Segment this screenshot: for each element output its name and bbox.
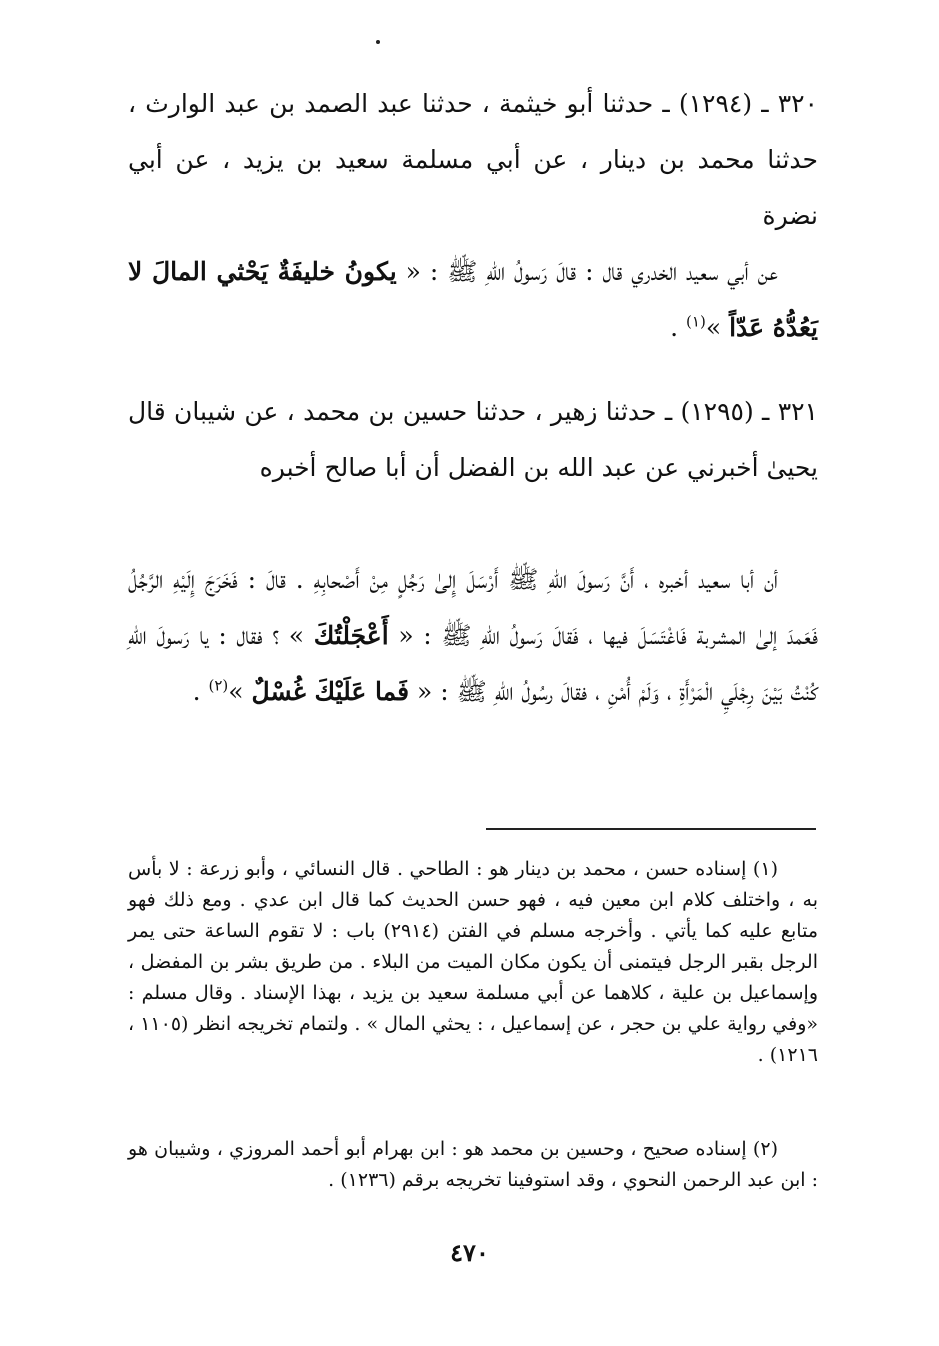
- entry-321-close: »: [228, 677, 244, 706]
- footnote-ref-1: (١): [686, 312, 706, 331]
- footnote-1-text: (١) إسناده حسن ، محمد بن دينار هو : الطاحي . قال النسائي ، وأبو زرعة : لا بأس به ، واختلف كلام ابن معين فيه ، فهو حسن الحديث كما قال ابن عدي . ومع ذلك فهو متابع عليه كما يأتي . وأخرجه مسلم في الفتن (٢٩١٤) باب : لا تقوم الساعة حتى يمر الرجل بقبر الرجل فيتمنى أن يكون مكان الميت من البلاء . من طريق بشر بن المفضل ، وإسماعيل بن علية ، كلاهما عن أبي مسلمة سعيد بن يزيد ، بهذا الإسناد . وقال مسلم : «وفي رواية علي بن حجر ، عن إسماعيل ، : يحثي المال » . ولتمام تخريجه انظر (١١٠٥ ، ١٢١٦) .: [128, 858, 819, 1066]
- footnote-ref-2: (٢): [208, 676, 229, 695]
- entry-321-chain-text: ٣٢١ ـ (١٢٩٥) ـ حدثنا زهير ، حدثنا حسين بن محمد ، عن شيبان قال يحيىٰ أخبرني عن عبد الله بن الفضل أن أبا صالح أخبره: [128, 397, 818, 482]
- entry-321-matn: [128, 552, 818, 720]
- footnote-2-text: (٢) إسناده صحيح ، وحسين بن محمد هو : ابن بهرام أبو أحمد المروزي ، وشيبان هو : ابن عبد الرحمن النحوي ، وقد استوفينا تخريجه برقم (١٢٣٦) .: [128, 1138, 818, 1191]
- footnote-separator: [486, 828, 816, 830]
- entry-321-hadith-1: أَعْجَلْتُكَ: [313, 621, 389, 650]
- entry-320-intro: عن أبي سعيد الخدري قال : قالَ رَسولُ اللّهِ ﷺ : «: [405, 257, 778, 286]
- entry-320-close: »: [705, 313, 722, 342]
- entry-320-hadith: يكونُ خليفَةٌ يَحْثي المالَ لا يَعُدُّهُ عَدّاً: [128, 257, 818, 342]
- entry-321-end: .: [192, 677, 209, 706]
- entry-321-chain: [128, 384, 818, 496]
- entry-320-end: .: [670, 313, 687, 342]
- entry-320-chain-text: ٣٢٠ ـ (١٢٩٤) ـ حدثنا أبو خيثمة ، حدثنا عبد الصمد بن عبد الوارث ، حدثنا محمد بن دينار ، عن أبي مسلمة سعيد بن يزيد ، عن أبي نضرة: [128, 89, 818, 230]
- ink-dot: [376, 40, 380, 44]
- entry-320-matn: [128, 244, 818, 356]
- entry-321-hadith-2: فَما عَلَيْكَ غُسْلٌ: [251, 677, 410, 706]
- footnote-2: [128, 1134, 818, 1196]
- page-number: ٤٧٠: [450, 1238, 489, 1267]
- entry-321-narrative-1: أن أبا سعيد أخبره ، أَنَّ رَسولَ اللّهِ ﷺ أَرْسَلَ إِلىٰ رَجُلٍ مِنْ أَصْحابِهِ . قالَ : فَخَرَجَ إِلَيْهِ الرَّجُلُ فَعَمدَ إلىٰ المشربة فَاغْتَسَلَ فيها ، فَقالَ رَسولُ اللّهِ ﷺ : «: [128, 565, 819, 650]
- entry-321-narrative-2: » ؟ فقال : يا رَسولَ اللّهِ كُنْتُ بَيْنَ رِجْلَيِ الْمَرْأَةِ ، وَلَمْ أُمْنِ ، فقالَ رسُولُ اللّهِ ﷺ : «: [128, 621, 818, 706]
- footnote-1: [128, 854, 818, 1071]
- entry-320-chain: [128, 76, 818, 244]
